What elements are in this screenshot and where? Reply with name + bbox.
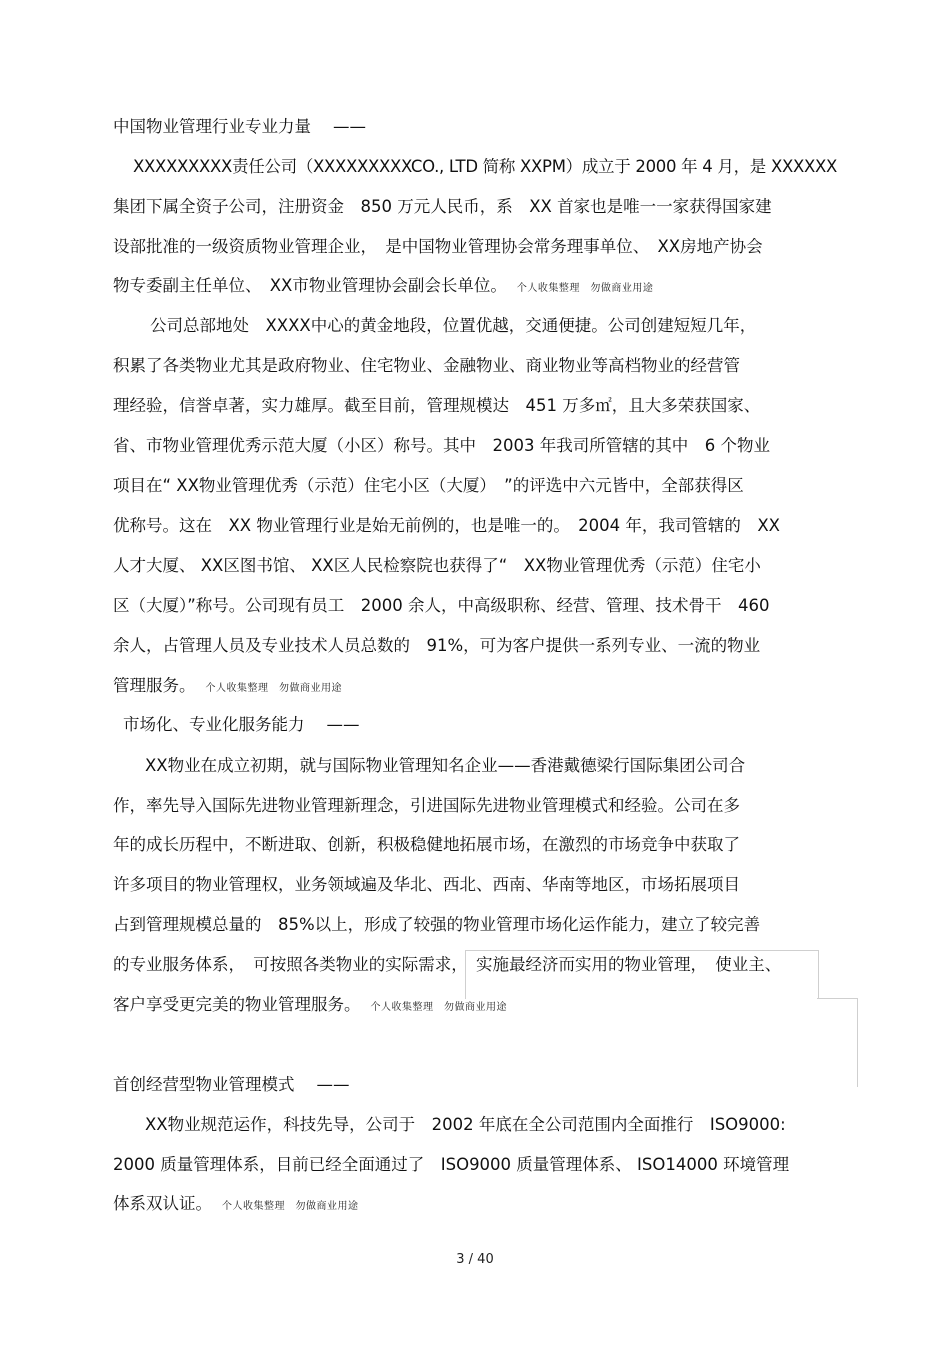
body-line: 占到管理规模总量的 85%以上，形成了较强的物业管理市场化运作能力，建立了较完善	[113, 915, 761, 934]
body-line: 2000 质量管理体系，目前已经全面通过了 ISO9000 质量管理体系、 ISO14000 环境管理	[113, 1155, 790, 1174]
section-heading-1: 中国物业管理行业专业力量 ——	[113, 117, 366, 136]
page-indicator: 3 / 40	[456, 1252, 494, 1267]
body-line: 省、市物业管理优秀示范大厦（小区）称号。其中 2003 年我司所管辖的其中 6 个物业	[113, 436, 770, 455]
watermark-note: 个人收集整理 勿做商业用途	[222, 1201, 359, 1212]
body-line: 积累了各类物业尤其是政府物业、住宅物业、金融物业、商业物业等高档物业的经营管	[113, 356, 740, 375]
watermark-note: 个人收集整理 勿做商业用途	[516, 283, 654, 294]
body-line: 许多项目的物业管理权，业务领域遍及华北、西北、西南、华南等地区，市场拓展项目	[113, 875, 740, 894]
body-line: 体系双认证。 个人收集整理 勿做商业用途	[113, 1194, 359, 1213]
body-line: 余人，占管理人员及专业技术人员总数的 91%，可为客户提供一系列专业、一流的物业	[113, 636, 761, 655]
body-line: 年的成长历程中，不断进取、创新，积极稳健地拓展市场，在激烈的市场竞争中获取了	[113, 835, 740, 854]
body-line: 作，率先导入国际先进物业管理新理念，引进国际先进物业管理模式和经验。公司在多	[113, 796, 740, 815]
body-line: 管理服务。 个人收集整理 勿做商业用途	[113, 676, 342, 695]
body-line: 优称号。这在 XX 物业管理行业是始无前例的，也是唯一的。 2004 年，我司管辖的 XX	[113, 516, 780, 535]
decorative-frame	[817, 998, 858, 1087]
watermark-note: 个人收集整理 勿做商业用途	[370, 1002, 507, 1013]
body-line: 项目在“ XX物业管理优秀（示范）住宅小区（大厦） ”的评选中六元皆中，全部获得区	[113, 476, 744, 495]
body-line: 物专委副主任单位、 XX市物业管理协会副会长单位。 个人收集整理 勿做商业用途	[113, 276, 654, 295]
body-line: XXXXXXXXX责任公司（XXXXXXXXXCO., LTD 简称 XXPM）成立于 2000 年 4 月，是 XXXXXX	[133, 157, 837, 176]
body-line: XX物业在成立初期，就与国际物业管理知名企业——香港戴德梁行国际集团公司合	[145, 756, 746, 775]
body-line: 设部批准的一级资质物业管理企业， 是中国物业管理协会常务理事单位、 XX房地产协会	[113, 237, 763, 256]
body-line: 客户享受更完美的物业管理服务。 个人收集整理 勿做商业用途	[113, 995, 507, 1014]
watermark-note: 个人收集整理 勿做商业用途	[205, 683, 342, 694]
section-heading-3: 首创经营型物业管理模式 ——	[113, 1075, 350, 1094]
body-line: 区（大厦）”称号。公司现有员工 2000 余人，中高级职称、经营、管理、技术骨干 460	[113, 596, 770, 615]
decorative-frame	[465, 950, 819, 999]
body-line: 公司总部地处 XXXX中心的黄金地段，位置优越，交通便捷。公司创建短短几年，	[150, 316, 757, 335]
body-line: 的专业服务体系， 可按照各类物业的实际需求， 实施最经济而实用的物业管理， 使业主、	[113, 955, 782, 974]
body-line: 人才大厦、 XX区图书馆、 XX区人民检察院也获得了“ XX物业管理优秀（示范）住宅小	[113, 556, 761, 575]
body-line: 集团下属全资子公司，注册资金 850 万元人民币，系 XX 首家也是唯一一家获得国家建	[113, 197, 772, 216]
section-heading-2: 市场化、专业化服务能力 ——	[123, 715, 360, 734]
body-line: 理经验，信誉卓著，实力雄厚。截至目前，管理规模达 451 万多㎡，且大多荣获国家、	[113, 396, 761, 415]
body-line: XX物业规范运作，科技先导，公司于 2002 年底在全公司范围内全面推行 ISO9000:	[145, 1115, 786, 1134]
